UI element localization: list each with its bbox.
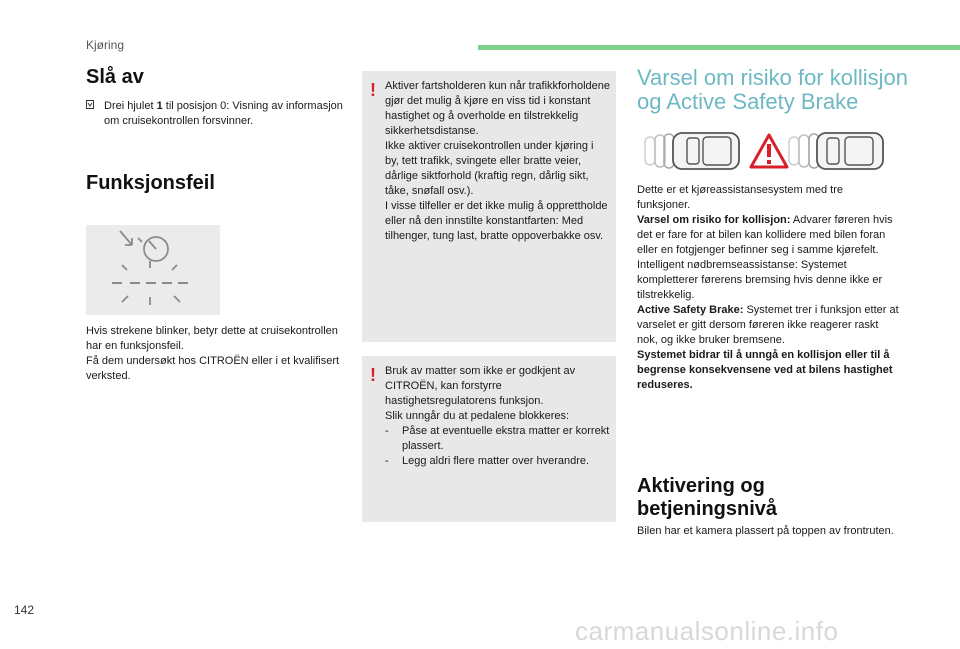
watermark-url: carmanualsonline.info xyxy=(575,616,839,646)
warning-line-3: I visse tilfeller er det ikke mulig å opprettholde eller nå den innstilte konstantfarten: Med tilhenger, tung last, bratte oppoverbakke osv. xyxy=(385,200,608,242)
collision-warning-para: Varsel om risiko for kollisjon: Advarer føreren hvis det er fare for at bilen kan kollidere med bilen foran eller en fotgjenger befinner seg i samme kjørefelt. xyxy=(637,214,893,256)
heading-malfunction: Funksjonsfeil xyxy=(86,172,215,194)
page-number: 142 xyxy=(14,603,35,617)
warning-box-cruise xyxy=(362,71,616,342)
list-item: - Legg aldri flere matter over hverandre. xyxy=(385,455,590,467)
mats-avoid: Slik unngår du at pedalene blokkeres: xyxy=(385,410,570,422)
list-item: - Påse at eventuelle ekstra matter er korrekt plassert. xyxy=(385,425,610,452)
speedometer-fault-icon xyxy=(86,225,220,315)
activation-text: Bilen har et kamera plassert på toppen av frontruten. xyxy=(637,525,894,537)
section-label: Kjøring xyxy=(86,38,125,52)
heading-collision-warning: Varsel om risiko for kollisjon og Active Safety Brake xyxy=(637,65,909,114)
step-rest: til posisjon 0: Visning av informasjon om cruisekontrollen forsvinner. xyxy=(104,100,343,127)
collision-intro: Dette er et kjøreassistansesystem med tre funksjoner. xyxy=(637,184,844,211)
warning-line-2: Ikke aktiver cruisekontrollen under kjøring i by, tett trafikk, svingete eller bratte veier, dårlige siktforhold (kraftig regn, dårlig sikt, tåke, snøfall osv.). xyxy=(385,140,594,197)
system-summary-para: Systemet bidrar til å unngå en kollisjon eller til å begrense konsekvensene ved at bilens hastighet reduseres. xyxy=(637,349,893,391)
warning-box-mats xyxy=(362,356,616,522)
warning-exclamation-icon: ! xyxy=(370,80,376,100)
collision-description xyxy=(637,183,899,393)
step-prefix: Drei hjulet xyxy=(104,100,157,112)
warning-line-1: Aktiver fartsholderen kun når trafikkforholdene gjør det mulig å kjøre en viss tid i konstant hastighet og å overholde en tilstrekkelig sikkerhetsdistanse. xyxy=(385,80,611,137)
mats-intro: Bruk av matter som ikke er godkjent av CITROËN, kan forstyrre hastighetsregulatorens funksjon. xyxy=(385,365,576,407)
collision-warning-illustration xyxy=(637,125,899,180)
step-turn-off xyxy=(86,99,348,129)
header-accent-bar xyxy=(478,45,960,50)
heading-activation: Aktivering og betjeningsnivå xyxy=(637,475,778,520)
malfunction-text-1: Hvis strekene blinker, betyr dette at cruisekontrollen har en funksjonsfeil. xyxy=(86,325,338,352)
warning-exclamation-icon: ! xyxy=(370,365,376,385)
checkbox-bullet-icon xyxy=(86,99,104,129)
emergency-brake-para: Intelligent nødbremseassistanse: Systemet kompletterer førerens bremsing hvis denne ikke er tilstrekkelig. xyxy=(637,259,883,301)
active-safety-brake-para: Active Safety Brake: Systemet trer i funksjon etter at varselet er gitt dersom føreren ikke reagerer raskt nok, og ikke bruker bremsene. xyxy=(637,304,899,346)
malfunction-text-2: Få dem undersøkt hos CITROËN eller i et kvalifisert verksted. xyxy=(86,355,340,382)
heading-turn-off: Slå av xyxy=(86,66,144,88)
step-number: 1 xyxy=(156,100,163,112)
malfunction-text xyxy=(86,324,356,384)
